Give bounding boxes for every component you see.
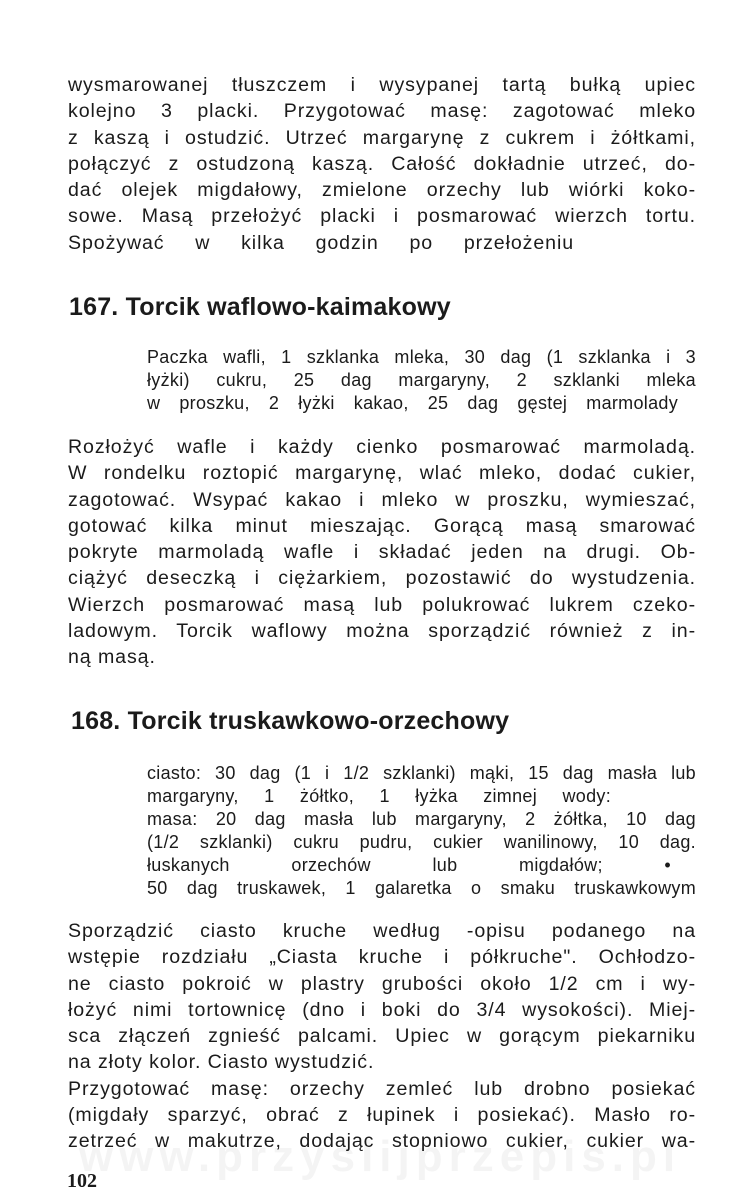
- ingredient-line: 50 dag truskawek, 1 galaretka o smaku truskawkowym: [147, 878, 696, 898]
- ingredient-line: Paczka wafli, 1 szklanka mleka, 30 dag (1 szklanka i 3: [147, 347, 696, 367]
- ingredient-line: w proszku, 2 łyżki kakao, 25 dag gęstej marmolady: [147, 393, 678, 413]
- page-number: 102: [67, 1170, 97, 1192]
- text-line: zagotować. Wsypać kakao i mleko w proszku, wymieszać,: [68, 488, 696, 511]
- ingredient-line: (1/2 szklanki) cukru pudru, cukier wanilinowy, 10 dag.: [147, 832, 696, 852]
- text-line: sca złączeń zgnieść palcami. Upiec w gorącym piekarniku: [68, 1025, 696, 1048]
- text-line: (migdały sparzyć, obrać z łupinek i posiekać). Masło ro-: [68, 1104, 696, 1127]
- text-line: wstępie rozdziału „Ciasta kruche i półkruche". Ochłodzo-: [68, 946, 696, 969]
- text-line: z kaszą i ostudzić. Utrzeć margarynę z cukrem i żółtkami,: [68, 126, 696, 149]
- text-line: połączyć z ostudzoną kaszą. Całość dokładnie utrzeć, do-: [68, 152, 696, 175]
- ingredient-line: ciasto: 30 dag (1 i 1/2 szklanki) mąki, 15 dag masła lub: [147, 763, 696, 783]
- text-line: Spożywać w kilka godzin po przełożeniu: [68, 231, 574, 254]
- text-line: gotować kilka minut mieszając. Gorącą masą smarować: [68, 514, 696, 537]
- recipe-168-method: [68, 918, 696, 1155]
- ingredient-line: łuskanych orzechów lub migdałów; •: [147, 855, 671, 875]
- recipe-167-method: [68, 434, 696, 671]
- recipe-167-ingredients: [147, 346, 696, 415]
- text-line: kolejno 3 placki. Przygotować masę: zagotować mleko: [68, 100, 696, 123]
- text-line: Rozłożyć wafle i każdy cienko posmarować marmoladą.: [68, 436, 696, 458]
- text-line: na złoty kolor. Ciasto wystudzić.: [68, 1051, 375, 1074]
- text-line: zetrzeć w makutrze, dodając stopniowo cukier, cukier wa-: [68, 1130, 696, 1153]
- text-line: łożyć nimi tortownicę (dno i boki do 3/4 wysokości). Miej-: [68, 998, 696, 1021]
- ingredient-line: łyżki) cukru, 25 dag margaryny, 2 szklanki mleka: [147, 370, 696, 390]
- recipe-168-ingredients: [147, 762, 696, 900]
- text-line: sowe. Masą przełożyć placki i posmarować wierzch tortu.: [68, 205, 696, 228]
- text-line: ną masą.: [68, 646, 156, 669]
- text-line: Sporządzić ciasto kruche według -opisu podanego na: [68, 920, 696, 942]
- text-line: ladowym. Torcik waflowy można sporządzić również z in-: [68, 620, 696, 643]
- text-line: wysmarowanej tłuszczem i wysypanej tartą bułką upiec: [68, 74, 696, 96]
- text-line: Przygotować masę: orzechy zemleć lub drobno posiekać: [68, 1077, 696, 1100]
- recipe-168-title: 168. Torcik truskawkowo-orzechowy: [71, 707, 510, 735]
- recipe-167-title: 167. Torcik waflowo-kaimakowy: [69, 293, 451, 321]
- intro-paragraph: [68, 72, 696, 256]
- text-line: ne ciasto pokroić w plastry grubości około 1/2 cm i wy-: [68, 972, 696, 995]
- text-line: Wierzch posmarować masą lub polukrować lukrem czeko-: [68, 593, 696, 616]
- text-line: ciążyć deseczką i ciężarkiem, pozostawić do wystudzenia.: [68, 567, 696, 590]
- text-line: W rondelku roztopić margarynę, wlać mleko, dodać cukier,: [68, 462, 696, 485]
- text-line: pokryte marmoladą wafle i składać jeden na drugi. Ob-: [68, 541, 696, 564]
- text-line: dać olejek migdałowy, zmielone orzechy lub wiórki koko-: [68, 179, 696, 202]
- ingredient-line: margaryny, 1 żółtko, 1 łyżka zimnej wody:: [147, 786, 611, 806]
- ingredient-line: masa: 20 dag masła lub margaryny, 2 żółtka, 10 dag: [147, 809, 696, 829]
